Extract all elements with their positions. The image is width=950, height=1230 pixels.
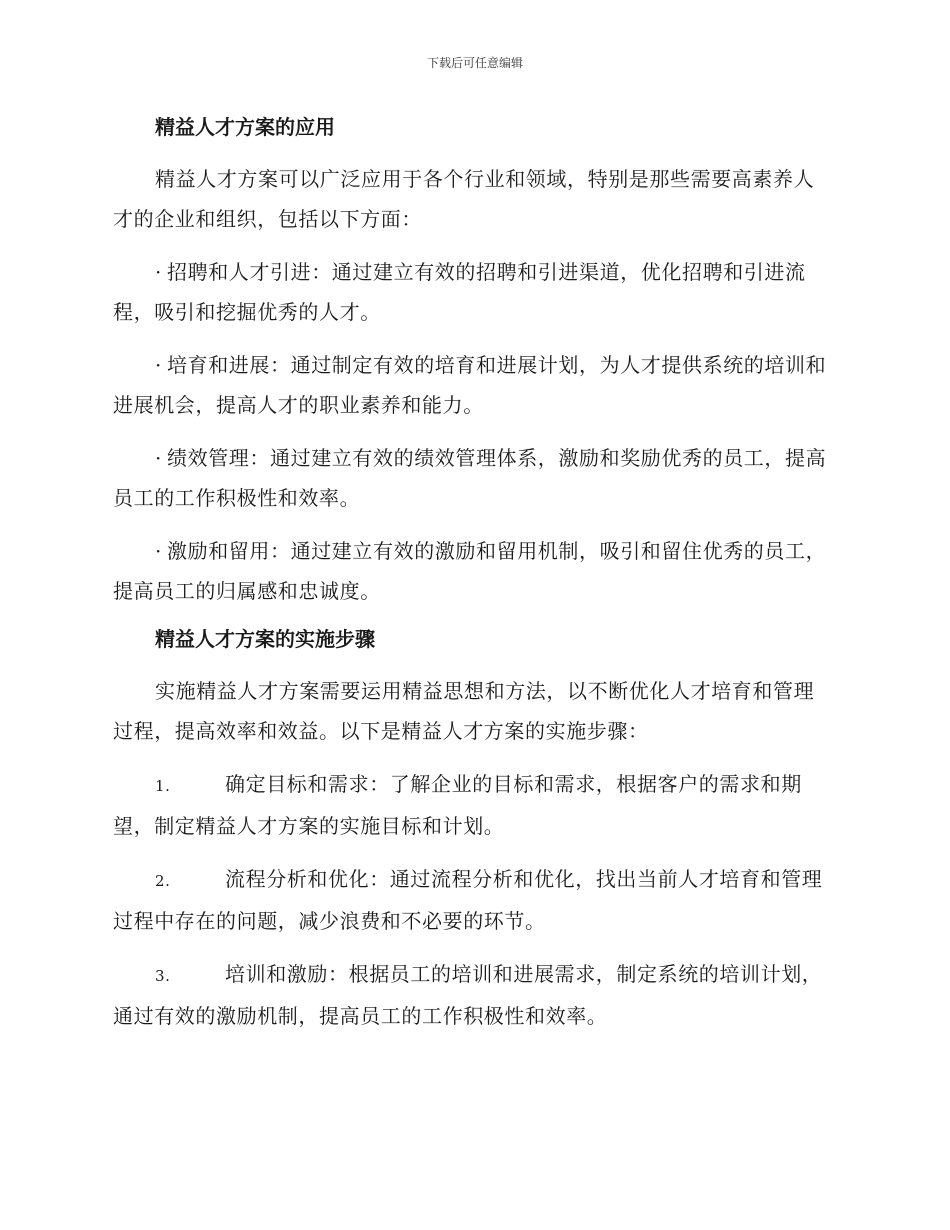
document-body <box>113 112 833 1049</box>
bullet-item <box>113 252 833 332</box>
bullet-item <box>113 438 833 518</box>
step-text: 流程分析和优化：通过流程分析和优化，找出当前人才培育和管理过程中存在的问题，减少浪费和不必要的环节。 <box>113 867 823 933</box>
step-number: 3. <box>155 967 171 985</box>
step-text: 培训和激励：根据员工的培训和进展需求，制定系统的培训计划，通过有效的激励机制，提高员工的工作积极性和效率。 <box>113 962 823 1028</box>
section-heading-steps: 精益人才方案的实施步骤 <box>155 627 375 651</box>
section-intro-application: 精益人才方案可以广泛应用于各个行业和领域，特别是那些需要高素养人才的企业和组织，包括以下方面： <box>113 167 815 231</box>
bullet-item <box>113 345 833 425</box>
page-header: 下载后可任意编辑 <box>426 56 523 70</box>
numbered-step <box>113 764 833 846</box>
bullet-mark: · <box>155 539 162 563</box>
bullet-text: 招聘和人才引进：通过建立有效的招聘和引进渠道，优化招聘和引进流程，吸引和挖掘优秀的人才。 <box>113 260 806 324</box>
bullet-mark: · <box>155 353 162 377</box>
bullet-text: 绩效管理：通过建立有效的绩效管理体系，激励和奖励优秀的员工，提高员工的工作积极性和效率。 <box>113 446 827 510</box>
bullet-mark: · <box>155 260 162 284</box>
bullet-text: 培育和进展：通过制定有效的培育和进展计划，为人才提供系统的培训和进展机会，提高人才的职业素养和能力。 <box>113 353 827 417</box>
step-number: 2. <box>155 872 171 890</box>
step-text: 确定目标和需求：了解企业的目标和需求，根据客户的需求和期望，制定精益人才方案的实施目标和计划。 <box>113 772 802 838</box>
numbered-step <box>113 859 833 941</box>
section-intro-steps: 实施精益人才方案需要运用精益思想和方法，以不断优化人才培育和管理过程，提高效率和效益。以下是精益人才方案的实施步骤： <box>113 679 815 743</box>
bullet-text: 激励和留用：通过建立有效的激励和留用机制，吸引和留住优秀的员工，提高员工的归属感和忠诚度。 <box>113 539 827 603</box>
step-number: 1. <box>155 777 171 795</box>
bullet-mark: · <box>155 446 162 470</box>
numbered-step <box>113 954 833 1036</box>
bullet-item <box>113 531 833 611</box>
section-heading-application: 精益人才方案的应用 <box>155 115 335 139</box>
